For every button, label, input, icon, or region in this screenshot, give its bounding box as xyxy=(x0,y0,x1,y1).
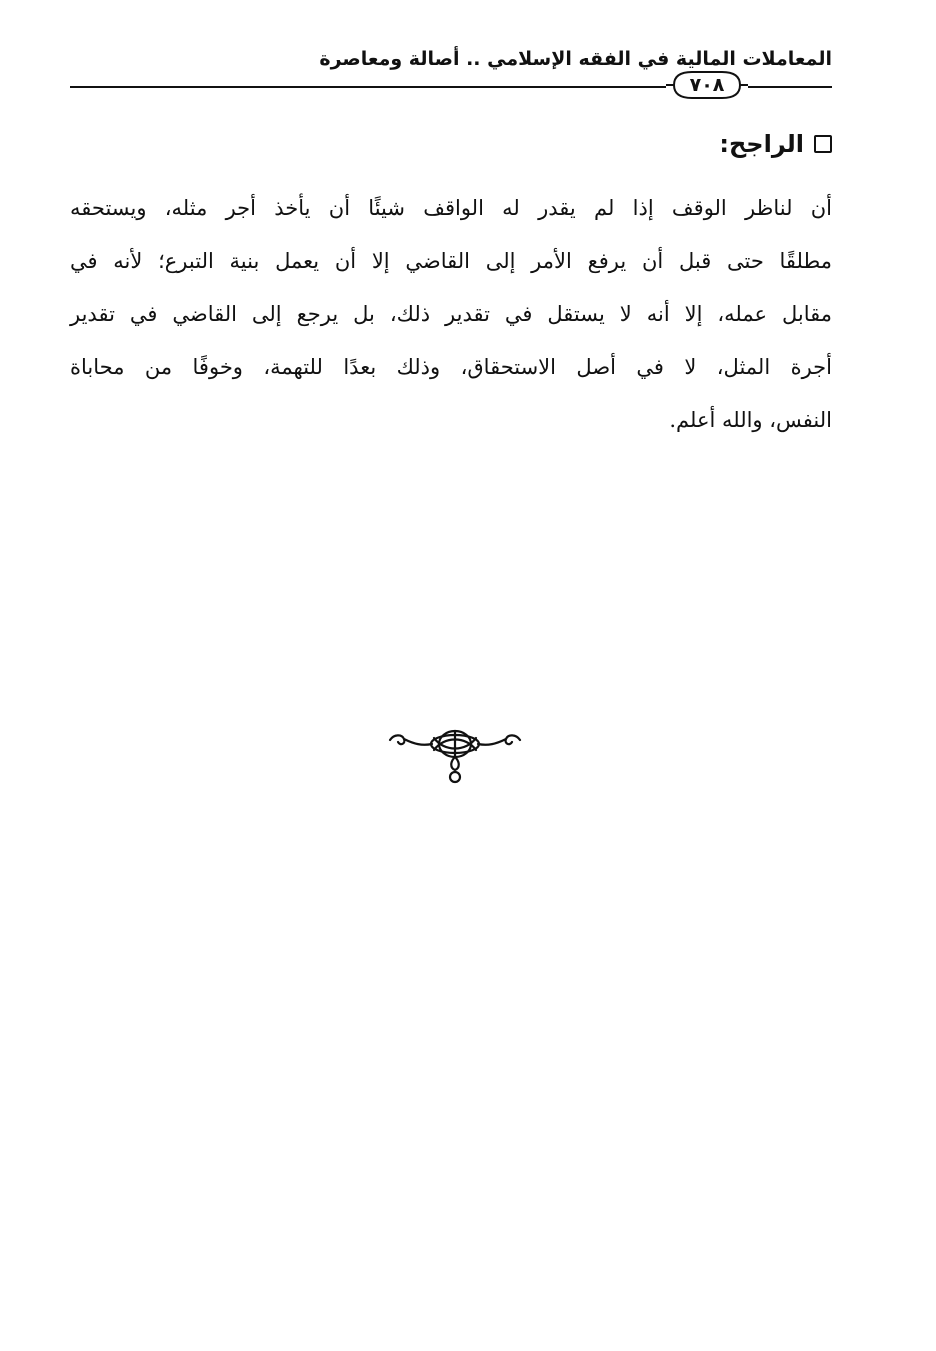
running-header-title: المعاملات المالية في الفقه الإسلامي .. أصالة ومعاصرة xyxy=(319,48,832,70)
body-line: أن لناظر الوقف إذا لم يقدر له الواقف شيئًا أن يأخذ أجر مثله، ويستحقه xyxy=(70,196,832,220)
section-heading-text: الراجح: xyxy=(719,130,804,158)
body-line: النفس، والله أعلم. xyxy=(669,408,832,432)
body-line: مطلقًا حتى قبل أن يرفع الأمر إلى القاضي إلا أن يعمل بنية التبرع؛ لأنه في xyxy=(70,249,832,273)
square-bullet-icon xyxy=(814,135,832,153)
section-heading xyxy=(719,124,832,164)
page-number-frame xyxy=(666,70,748,100)
body-line: أجرة المثل، لا في أصل الاستحقاق، وذلك بعدًا للتهمة، وخوفًا من محاباة xyxy=(70,355,832,379)
ornament-divider-icon xyxy=(384,726,526,784)
body-paragraph xyxy=(70,182,832,447)
page-number: ٧٠٨ xyxy=(689,74,725,96)
body-line: مقابل عمله، إلا أنه لا يستقل في تقدير ذلك، بل يرجع إلى القاضي في تقدير xyxy=(70,302,832,326)
